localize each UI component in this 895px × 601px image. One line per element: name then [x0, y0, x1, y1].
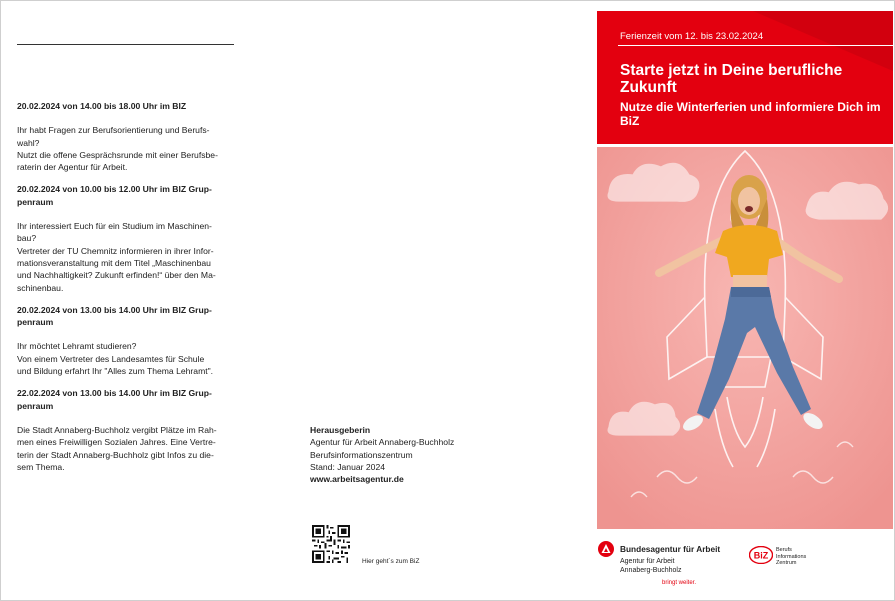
biz-logo-icon	[749, 546, 773, 564]
publisher-line: Berufsinformationszentrum	[310, 449, 413, 460]
event-text: Ihr interessiert Euch für ein Studium im Maschinen- bau? Vertreter der TU Chemnitz informieren in ihrer Infor- mationsveranstaltung mit dem Titel „Maschinenbau und Nachhaltigkeit? Zukunft erfinden!“ über den Ma- schinenbau.	[17, 221, 216, 293]
biz-line: Zentrum	[776, 560, 797, 566]
hero-banner	[597, 11, 893, 144]
agency-sub-line: Annaberg-Buchholz	[620, 567, 682, 574]
subheadline: Nutze die Winterferien und informiere Dich im BiZ	[620, 100, 881, 128]
publisher-date: Stand: Januar 2024	[310, 461, 386, 472]
period-text: Ferienzeit vom 12. bis 23.02.2024	[620, 31, 764, 42]
agency-name: Bundesagentur für Arbeit	[620, 544, 721, 554]
banner-rule	[618, 45, 893, 46]
publisher-heading: Herausgeberin	[310, 425, 371, 435]
event-item	[17, 183, 233, 293]
event-title: 20.02.2024 von 13.00 bis 14.00 Uhr im BIZ Grup- penraum	[17, 304, 212, 328]
biz-line: Informations	[776, 553, 807, 560]
event-item	[17, 304, 233, 377]
biz-line: Berufs	[776, 547, 792, 553]
event-title: 22.02.2024 von 13.00 bis 14.00 Uhr im BIZ Grup- penraum	[17, 388, 212, 411]
event-title: 20.02.2024 von 10.00 bis 12.00 Uhr im BIZ Grup- penraum	[17, 184, 212, 207]
website-link[interactable]: www.arbeitsagentur.de	[310, 474, 404, 485]
qr-code-icon[interactable]	[312, 525, 350, 563]
hero-photo	[597, 147, 893, 529]
agency-sub-line: Agentur für Arbeit	[620, 558, 675, 565]
headline: Starte jetzt in Deine berufliche Zukunft	[620, 62, 843, 96]
top-rule	[17, 44, 234, 45]
event-text: Die Stadt Annaberg-Buchholz vergibt Plätze im Rah- men eines Freiwilligen Sozialen Jahres. Eine Vertre- terin der Stadt Annaberg-Buchholz gibt Infos zu die- sem Thema.	[17, 424, 217, 472]
event-item	[17, 100, 233, 173]
event-text: Ihr möchtet Lehramt studieren? Von einem Vertreter des Landesamtes für Schule und Bildung erfahrt Ihr "Alles zum Thema Lehramt".	[17, 341, 214, 377]
agency-subtitle	[620, 557, 682, 575]
qr-caption: Hier geht´s zum BiZ	[362, 558, 420, 565]
publisher-line: Agentur für Arbeit Annaberg-Buchholz	[310, 437, 455, 448]
event-text: Ihr habt Fragen zur Berufsorientierung und Berufs- wahl? Nutzt die offene Gesprächsrunde mit einer Berufsbe- raterin der Agentur für Arbeit.	[17, 125, 218, 173]
publisher-block	[310, 424, 510, 485]
event-list	[17, 100, 233, 483]
biz-label	[776, 547, 806, 567]
event-title: 20.02.2024 von 14.00 bis 18.00 Uhr im BIZ	[17, 101, 187, 111]
biz-mark: BiZ	[753, 550, 769, 561]
bundesagentur-logo-icon	[598, 541, 614, 557]
event-item	[17, 387, 233, 473]
agency-slogan: bringt weiter.	[662, 580, 697, 586]
